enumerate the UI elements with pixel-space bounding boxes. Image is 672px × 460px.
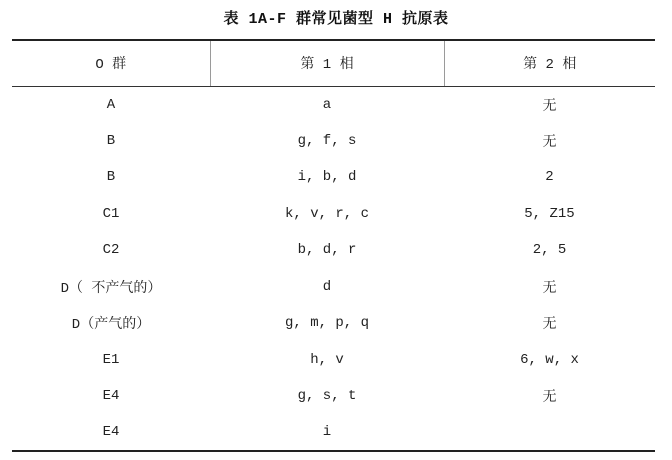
table-row bbox=[12, 342, 655, 379]
cell-o-group: B bbox=[106, 169, 116, 186]
cell-phase-1: i bbox=[322, 424, 332, 441]
cell-o-group: C2 bbox=[102, 242, 120, 259]
table-row bbox=[12, 232, 655, 269]
table-row bbox=[12, 123, 655, 160]
cell-phase-2 bbox=[444, 415, 655, 452]
cell-phase-1: g, s, t bbox=[297, 388, 357, 405]
cell-phase-2: 无 bbox=[542, 280, 557, 297]
cell-phase-2: 2, 5 bbox=[532, 242, 567, 259]
cell-phase-2: 6, w, x bbox=[520, 351, 579, 368]
cell-o-group: B bbox=[106, 132, 116, 149]
cell-phase-2: 无 bbox=[542, 134, 557, 151]
cell-phase-1: d bbox=[322, 278, 332, 295]
cell-phase-2: 无 bbox=[542, 317, 557, 334]
cell-phase-1: k, v, r, c bbox=[284, 205, 369, 222]
cell-phase-1: g, m, p, q bbox=[284, 315, 369, 332]
cell-phase-2: 2 bbox=[545, 169, 554, 186]
cell-o-group: D（ 不产气的） bbox=[60, 280, 162, 297]
table-row bbox=[12, 269, 655, 306]
table-row bbox=[12, 86, 655, 123]
cell-o-group: E4 bbox=[102, 388, 120, 405]
header-phase-2: 第 2 相 bbox=[444, 40, 655, 86]
table-row bbox=[12, 305, 655, 342]
table-row bbox=[12, 415, 655, 452]
cell-o-group: D（产气的） bbox=[71, 317, 151, 334]
h-antigen-table bbox=[12, 39, 655, 452]
cell-phase-1: h, v bbox=[310, 351, 344, 368]
cell-o-group: C1 bbox=[102, 205, 120, 222]
cell-phase-2: 5, Z15 bbox=[524, 205, 575, 222]
cell-o-group: E4 bbox=[102, 424, 120, 441]
table-row bbox=[12, 378, 655, 415]
cell-phase-1: g, f, s bbox=[297, 132, 357, 149]
cell-phase-1: b, d, r bbox=[297, 242, 357, 259]
cell-o-group: A bbox=[106, 96, 116, 113]
table-row bbox=[12, 196, 655, 233]
cell-phase-1: a bbox=[322, 96, 332, 113]
header-row bbox=[12, 40, 655, 86]
table-row bbox=[12, 159, 655, 196]
header-o-group: O 群 bbox=[12, 40, 210, 86]
table-title: 表 1A-F 群常见菌型 H 抗原表 bbox=[223, 11, 449, 28]
cell-phase-2: 无 bbox=[542, 390, 557, 407]
cell-phase-1: i, b, d bbox=[297, 169, 357, 186]
cell-o-group: E1 bbox=[102, 351, 120, 368]
cell-phase-2: 无 bbox=[542, 98, 557, 115]
header-phase-1: 第 1 相 bbox=[210, 40, 444, 86]
